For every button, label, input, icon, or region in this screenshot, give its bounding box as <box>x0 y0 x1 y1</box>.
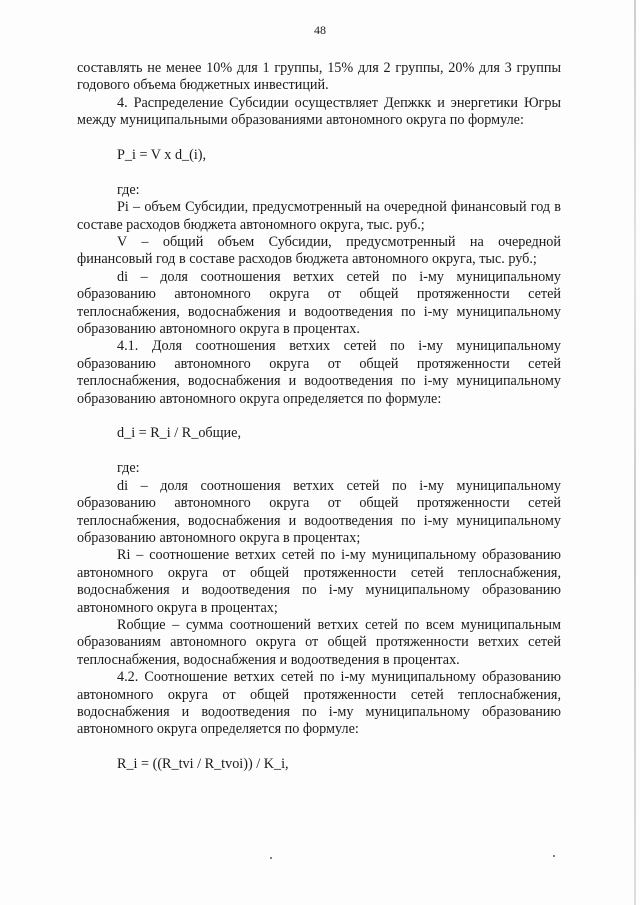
where-label: где: <box>117 460 140 477</box>
definition-v: V – общий объем Субсидии, предусмотренный на очередной финансовый год в составе расходов бюджета автономного округа, тыс. руб.; <box>77 234 561 268</box>
scan-speck <box>553 855 555 857</box>
definition-di: di – доля соотношения ветхих сетей по i-му муниципальному образованию автономного округа от общей протяженности сетей теплоснабжения, водоснабжения и водоотведения по i-му муниципальному образованию автономного округа в процентах. <box>77 268 561 338</box>
formula-ratio: R_i = ((R_tvi / R_tvoi)) / K_i, <box>117 756 289 773</box>
definition-ri: Ri – соотношение ветхих сетей по i-му муниципальному образованию автономного округа от общей протяженности сетей теплоснабжения, водоснабжения и водоотведения по i-му муниципальному образованию автономного округа в процентах; <box>77 547 561 616</box>
page-edge-shadow <box>634 0 636 905</box>
scan-speck <box>270 857 272 859</box>
definition-r-total: Rобщие – сумма соотношений ветхих сетей по всем муниципальным образованиям автономного округа от общей протяженности ветхих сетей теплоснабжения, водоснабжения и водоотведения в процентах. <box>77 616 561 668</box>
formula-subsidy: P_i = V x d_(i), <box>117 147 207 164</box>
definition-di: di – доля соотношения ветхих сетей по i-му муниципальному образованию автономного округа от общей протяженности сетей теплоснабжения, водоснабжения и водоотведения по i-му муниципальному образованию автономного округа в процентах; <box>77 477 561 546</box>
paragraph-4-2: 4.2. Соотношение ветхих сетей по i-му муниципальному образованию автономного округа от общей протяженности сетей теплоснабжения, водоснабжения и водоотведения по i-му муниципальному образованию автономного округа определяется по формуле: <box>77 669 561 738</box>
definition-pi: Pi – объем Субсидии, предусмотренный на очередной финансовый год в составе расходов бюджета автономного округа, тыс. руб.; <box>77 199 561 233</box>
where-label: где: <box>117 181 140 198</box>
paragraph-4: 4. Распределение Субсидии осуществляет Депжкк и энергетики Югры между муниципальными образованиями автономного округа по формуле: <box>77 94 561 129</box>
formula-share: d_i = R_i / R_общие, <box>117 425 241 442</box>
paragraph-4-1: 4.1. Доля соотношения ветхих сетей по i-му муниципальному образованию автономного округа от общей протяженности сетей теплоснабжения, водоснабжения и водоотведения по i-му муниципальному образованию автономного округа определяется по формуле: <box>77 338 561 407</box>
page-number: 48 <box>314 23 326 37</box>
document-body <box>77 60 561 774</box>
paragraph-continuation: составлять не менее 10% для 1 группы, 15% для 2 группы, 20% для 3 группы годового объема бюджетных инвестиций. <box>77 60 561 94</box>
